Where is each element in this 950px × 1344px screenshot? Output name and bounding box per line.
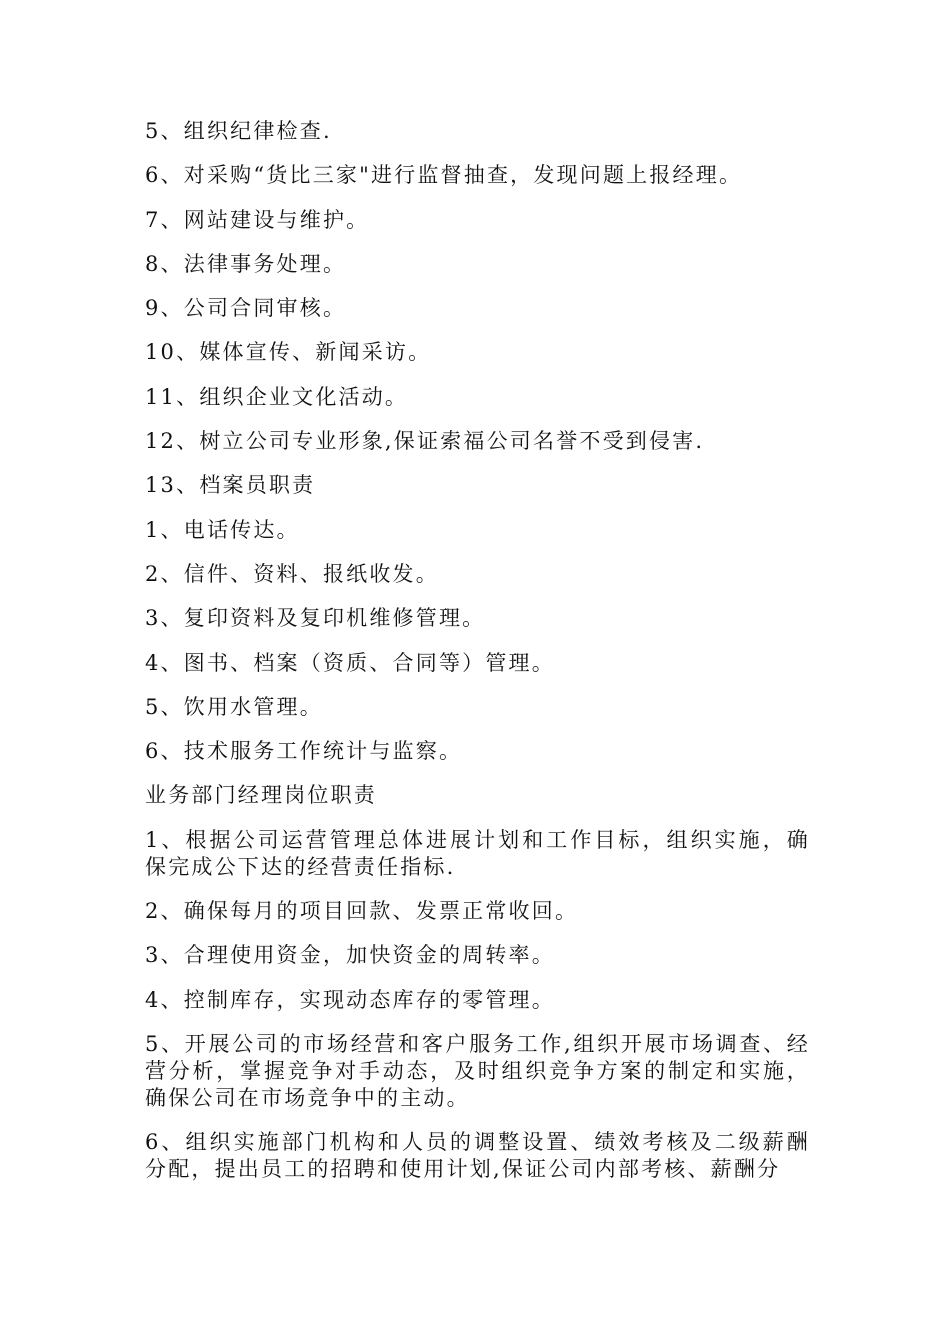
paragraph-manager-3: 3、合理使用资金，加快资金的周转率。 — [145, 943, 555, 968]
paragraph-manager-1: 1、根据公司运营管理总体进展计划和工作目标，组织实施，确保完成公下达的经营责任指标. — [145, 827, 810, 879]
paragraph-manager-4: 4、控制库存，实现动态库存的零管理。 — [145, 987, 555, 1012]
paragraph-archivist-3: 3、复印资料及复印机维修管理。 — [145, 606, 486, 631]
document-body — [145, 118, 810, 1201]
paragraph-archivist-6: 6、技术服务工作统计与监察。 — [145, 739, 463, 764]
paragraph-duty-7-website: 7、网站建设与维护。 — [145, 207, 370, 232]
paragraph-duty-6-procurement: 6、对采购“货比三家"进行监督抽查，发现问题上报经理。 — [145, 163, 743, 188]
paragraph-manager-2: 2、确保每月的项目回款、发票正常收回。 — [145, 899, 579, 924]
section-heading-business-manager: 业务部门经理岗位职责 — [145, 783, 377, 808]
paragraph-duty-5-discipline: 5、组织纪律检查. — [145, 119, 332, 143]
paragraph-duty-9-contracts: 9、公司合同审核。 — [145, 296, 347, 321]
paragraph-duty-8-legal: 8、法律事务处理。 — [145, 251, 347, 276]
paragraph-archivist-5: 5、饮用水管理。 — [145, 694, 323, 719]
paragraph-archivist-2: 2、信件、资料、报纸收发。 — [145, 561, 439, 586]
paragraph-duty-10-media: 10、媒体宣传、新闻采访。 — [145, 340, 432, 365]
paragraph-manager-6: 6、组织实施部门机构和人员的调整设置、绩效考核及二级薪酬分配，提出员工的招聘和使用计划,保证公司内部考核、薪酬分 — [145, 1130, 810, 1182]
paragraph-manager-5: 5、开展公司的市场经营和客户服务工作,组织开展市场调查、经营分析，掌握竞争对手动态，及时组织竞争方案的制定和实施，确保公司在市场竞争中的主动。 — [145, 1031, 810, 1110]
paragraph-archivist-1: 1、电话传达。 — [145, 517, 300, 542]
paragraph-duty-11-culture: 11、组织企业文化活动。 — [145, 384, 409, 409]
paragraph-duty-12-image: 12、树立公司专业形象,保证索福公司名誉不受到侵害. — [145, 429, 705, 454]
paragraph-archivist-4: 4、图书、档案（资质、合同等）管理。 — [145, 650, 555, 675]
section-heading-archivist: 13、档案员职责 — [145, 473, 316, 498]
